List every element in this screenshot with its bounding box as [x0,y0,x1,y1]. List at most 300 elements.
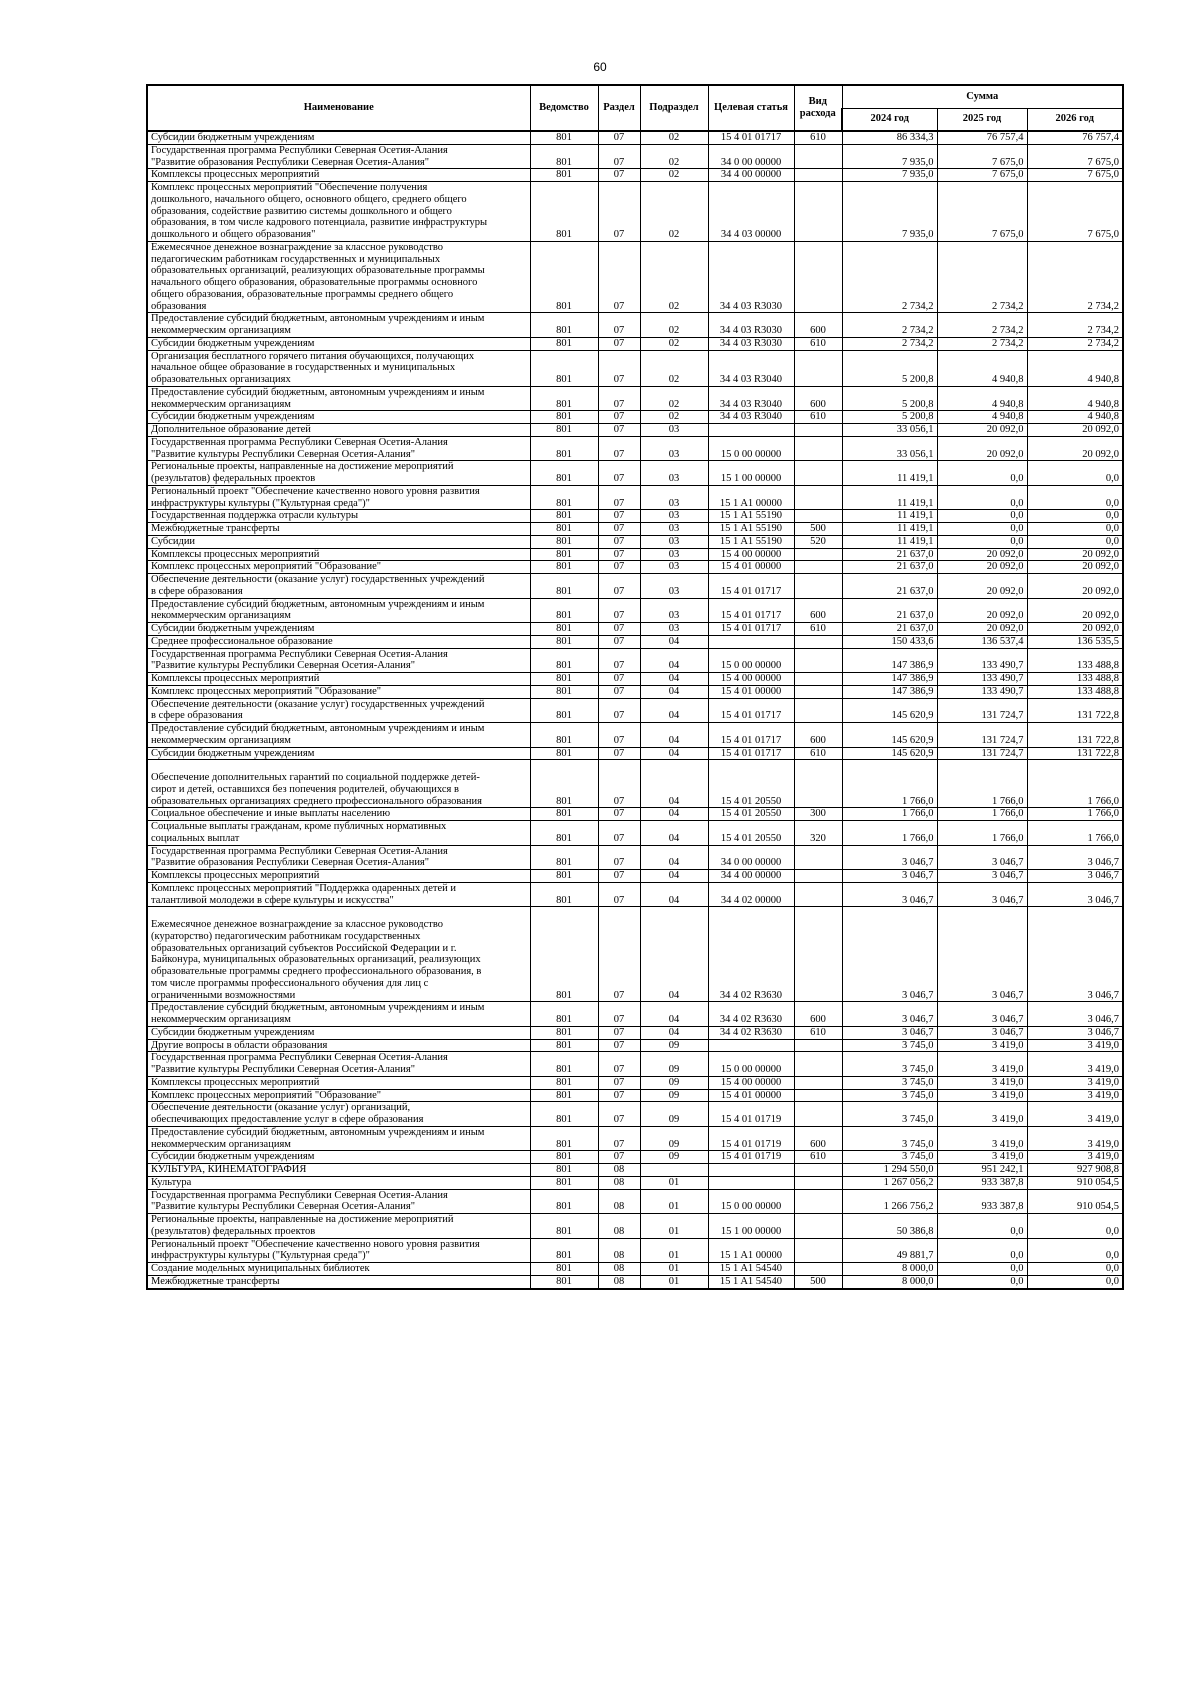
table-row [147,510,1123,523]
cell-tselevaya: 15 4 01 20550 [708,760,794,808]
cell-podrazdel: 02 [640,386,708,411]
cell-vid: 600 [794,1002,842,1027]
cell-2026: 910 054,5 [1027,1189,1123,1214]
cell-podrazdel: 03 [640,485,708,510]
cell-tselevaya: 34 4 03 R3040 [708,350,794,386]
table-row [147,1238,1123,1263]
table-row [147,1002,1123,1027]
cell-vid [794,548,842,561]
cell-vedomstvo: 801 [530,1176,598,1189]
cell-2026: 2 734,2 [1027,337,1123,350]
cell-2024: 49 881,7 [842,1238,937,1263]
cell-vid [794,1263,842,1276]
cell-2025: 0,0 [937,523,1027,536]
cell-vedomstvo: 801 [530,182,598,242]
cell-vid [794,1238,842,1263]
cell-2026: 0,0 [1027,1214,1123,1239]
cell-2025: 20 092,0 [937,561,1027,574]
cell-razdel: 08 [598,1214,640,1239]
cell-2025: 133 490,7 [937,648,1027,673]
cell-vedomstvo: 801 [530,350,598,386]
cell-2026: 0,0 [1027,510,1123,523]
cell-2024: 33 056,1 [842,424,937,437]
cell-tselevaya: 34 4 02 R3630 [708,907,794,1002]
cell-razdel: 07 [598,1052,640,1077]
cell-razdel: 07 [598,485,640,510]
cell-tselevaya: 15 4 01 01719 [708,1102,794,1127]
cell-name: Межбюджетные трансферты [147,1275,530,1288]
table-row [147,1026,1123,1039]
cell-2026: 136 535,5 [1027,635,1123,648]
cell-2025: 131 724,7 [937,698,1027,723]
cell-razdel: 07 [598,386,640,411]
cell-podrazdel: 04 [640,698,708,723]
cell-tselevaya: 15 1 00 00000 [708,461,794,486]
cell-vid [794,845,842,870]
cell-vedomstvo: 801 [530,845,598,870]
cell-razdel: 07 [598,337,640,350]
cell-vedomstvo: 801 [530,144,598,169]
cell-razdel: 07 [598,808,640,821]
cell-2026: 133 488,8 [1027,648,1123,673]
table-row [147,747,1123,760]
cell-2025: 933 387,8 [937,1176,1027,1189]
cell-2026: 0,0 [1027,535,1123,548]
cell-vid: 610 [794,131,842,144]
table-row [147,1076,1123,1089]
cell-podrazdel: 04 [640,635,708,648]
cell-vid [794,1164,842,1177]
cell-name: Региональные проекты, направленные на достижение мероприятий (результатов) федеральных проектов [147,461,530,486]
cell-razdel: 07 [598,548,640,561]
cell-2026: 133 488,8 [1027,673,1123,686]
cell-2024: 7 935,0 [842,169,937,182]
cell-vid: 500 [794,1275,842,1288]
cell-2024: 11 419,1 [842,461,937,486]
cell-name: Среднее профессиональное образование [147,635,530,648]
cell-2025: 20 092,0 [937,623,1027,636]
table-row [147,313,1123,338]
cell-2025: 3 419,0 [937,1126,1027,1151]
cell-vedomstvo: 801 [530,648,598,673]
cell-2025: 933 387,8 [937,1189,1027,1214]
cell-tselevaya: 15 4 01 01719 [708,1151,794,1164]
table-row [147,574,1123,599]
cell-tselevaya: 15 1 A1 55190 [708,535,794,548]
cell-razdel: 07 [598,623,640,636]
cell-razdel: 08 [598,1275,640,1288]
cell-razdel: 07 [598,461,640,486]
cell-vid [794,635,842,648]
cell-2025: 3 046,7 [937,907,1027,1002]
cell-tselevaya: 15 4 00 00000 [708,548,794,561]
cell-razdel: 08 [598,1176,640,1189]
cell-2026: 20 092,0 [1027,561,1123,574]
cell-2024: 1 294 550,0 [842,1164,937,1177]
cell-vedomstvo: 801 [530,1126,598,1151]
cell-razdel: 07 [598,510,640,523]
cell-vid [794,1039,842,1052]
cell-2024: 21 637,0 [842,548,937,561]
cell-2024: 3 745,0 [842,1089,937,1102]
table-row [147,1126,1123,1151]
cell-2025: 1 766,0 [937,808,1027,821]
cell-vedomstvo: 801 [530,1052,598,1077]
cell-vedomstvo: 801 [530,808,598,821]
cell-tselevaya: 15 4 01 00000 [708,1089,794,1102]
cell-2026: 0,0 [1027,1275,1123,1288]
table-row [147,623,1123,636]
cell-2025: 951 242,1 [937,1164,1027,1177]
cell-razdel: 07 [598,648,640,673]
table-row [147,561,1123,574]
cell-2024: 5 200,8 [842,350,937,386]
cell-name: Государственная программа Республики Северная Осетия-Алания "Развитие культуры Республики Северная Осетия-Алания" [147,648,530,673]
cell-vid: 320 [794,821,842,846]
cell-2024: 3 745,0 [842,1151,937,1164]
cell-tselevaya: 34 4 03 00000 [708,182,794,242]
cell-2026: 76 757,4 [1027,131,1123,144]
cell-tselevaya: 34 4 03 R3040 [708,411,794,424]
cell-podrazdel: 04 [640,821,708,846]
cell-podrazdel: 02 [640,144,708,169]
cell-2025: 131 724,7 [937,747,1027,760]
header-2025: 2025 год [937,108,1027,131]
cell-vedomstvo: 801 [530,485,598,510]
cell-2026: 133 488,8 [1027,685,1123,698]
cell-2026: 7 675,0 [1027,169,1123,182]
table-row [147,1189,1123,1214]
cell-2024: 3 745,0 [842,1126,937,1151]
cell-2026: 0,0 [1027,1238,1123,1263]
table-row [147,1176,1123,1189]
cell-tselevaya [708,1176,794,1189]
cell-podrazdel: 02 [640,169,708,182]
cell-vedomstvo: 801 [530,436,598,461]
table-row [147,760,1123,808]
cell-2024: 1 766,0 [842,760,937,808]
cell-vedomstvo: 801 [530,635,598,648]
cell-tselevaya: 34 4 02 R3630 [708,1002,794,1027]
header-razdel: Раздел [598,85,640,131]
cell-razdel: 07 [598,1026,640,1039]
cell-2024: 3 745,0 [842,1052,937,1077]
cell-name: Межбюджетные трансферты [147,523,530,536]
cell-2025: 4 940,8 [937,350,1027,386]
cell-2024: 7 935,0 [842,144,937,169]
cell-2026: 3 046,7 [1027,845,1123,870]
cell-podrazdel: 09 [640,1126,708,1151]
table-row [147,386,1123,411]
cell-vid: 610 [794,623,842,636]
cell-2025: 3 046,7 [937,1026,1027,1039]
cell-podrazdel: 03 [640,623,708,636]
cell-razdel: 07 [598,685,640,698]
cell-tselevaya: 15 4 01 01717 [708,574,794,599]
header-tselevaya: Целевая статья [708,85,794,131]
cell-name: Субсидии бюджетным учреждениям [147,1026,530,1039]
cell-2024: 21 637,0 [842,561,937,574]
table-row [147,598,1123,623]
cell-2025: 3 419,0 [937,1151,1027,1164]
cell-vedomstvo: 801 [530,131,598,144]
cell-name: Государственная программа Республики Северная Осетия-Алания "Развитие культуры Республики Северная Осетия-Алания" [147,1052,530,1077]
cell-vid: 610 [794,1151,842,1164]
cell-vid [794,485,842,510]
cell-razdel: 07 [598,1039,640,1052]
cell-razdel: 07 [598,821,640,846]
cell-2024: 11 419,1 [842,510,937,523]
cell-tselevaya: 15 0 00 00000 [708,648,794,673]
cell-2025: 3 046,7 [937,1002,1027,1027]
cell-vid [794,461,842,486]
cell-2025: 3 046,7 [937,882,1027,907]
cell-2026: 3 419,0 [1027,1151,1123,1164]
cell-2024: 3 046,7 [842,870,937,883]
cell-2025: 1 766,0 [937,821,1027,846]
cell-razdel: 08 [598,1263,640,1276]
cell-vid [794,1176,842,1189]
cell-podrazdel: 03 [640,574,708,599]
cell-vid [794,510,842,523]
cell-vedomstvo: 801 [530,523,598,536]
cell-vid: 600 [794,1126,842,1151]
cell-name: Обеспечение дополнительных гарантий по социальной поддержке детей- сирот и детей, оставшихся без попечения родителей, обучающихся в образовательных организациях среднего профессионального образования [147,760,530,808]
table-row [147,350,1123,386]
header-2024: 2024 год [842,108,937,131]
cell-2025: 0,0 [937,1214,1027,1239]
table-row [147,461,1123,486]
cell-razdel: 07 [598,845,640,870]
cell-vedomstvo: 801 [530,1214,598,1239]
cell-name: Предоставление субсидий бюджетным, автономным учреждениям и иным некоммерческим организациям [147,1002,530,1027]
cell-vedomstvo: 801 [530,882,598,907]
cell-2025: 0,0 [937,535,1027,548]
cell-2025: 20 092,0 [937,574,1027,599]
cell-name: Государственная программа Республики Северная Осетия-Алания "Развитие образования Республики Северная Осетия-Алания" [147,144,530,169]
cell-podrazdel: 04 [640,1026,708,1039]
cell-2025: 7 675,0 [937,182,1027,242]
cell-razdel: 07 [598,1102,640,1127]
cell-vedomstvo: 801 [530,1189,598,1214]
table-row [147,907,1123,1002]
cell-2025: 3 419,0 [937,1102,1027,1127]
cell-podrazdel: 04 [640,673,708,686]
cell-podrazdel: 02 [640,182,708,242]
cell-2025: 3 046,7 [937,870,1027,883]
cell-2026: 131 722,8 [1027,723,1123,748]
cell-2025: 20 092,0 [937,436,1027,461]
cell-podrazdel: 04 [640,882,708,907]
table-row [147,523,1123,536]
cell-vedomstvo: 801 [530,821,598,846]
cell-2025: 3 046,7 [937,845,1027,870]
cell-name: Обеспечение деятельности (оказание услуг) организаций, обеспечивающих предоставление услуг в сфере образования [147,1102,530,1127]
cell-vedomstvo: 801 [530,535,598,548]
cell-name: Комплекс процессных мероприятий "Образование" [147,685,530,698]
header-2026: 2026 год [1027,108,1123,131]
table-row [147,241,1123,313]
table-row [147,1263,1123,1276]
cell-razdel: 07 [598,698,640,723]
cell-2026: 0,0 [1027,523,1123,536]
cell-podrazdel: 03 [640,548,708,561]
cell-vid [794,182,842,242]
header-vid: Вид расхода [794,85,842,131]
cell-2026: 3 046,7 [1027,907,1123,1002]
cell-tselevaya: 34 4 00 00000 [708,169,794,182]
cell-name: Ежемесячное денежное вознаграждение за классное руководство педагогическим работникам государственных и муниципальных образовательных организаций, реализующих образовательные программы начального общего образования, образовательные программы основного общего образования, образовательные программы среднего общего образования [147,241,530,313]
cell-2025: 0,0 [937,510,1027,523]
cell-vedomstvo: 801 [530,313,598,338]
cell-2024: 7 935,0 [842,182,937,242]
cell-2025: 0,0 [937,1238,1027,1263]
cell-2025: 4 940,8 [937,411,1027,424]
cell-tselevaya: 34 4 02 00000 [708,882,794,907]
cell-tselevaya: 34 4 03 R3030 [708,337,794,350]
cell-2026: 927 908,8 [1027,1164,1123,1177]
cell-2026: 4 940,8 [1027,350,1123,386]
cell-vid: 610 [794,411,842,424]
cell-tselevaya: 15 4 01 01717 [708,598,794,623]
cell-2026: 4 940,8 [1027,411,1123,424]
cell-2024: 8 000,0 [842,1263,937,1276]
cell-vid: 600 [794,313,842,338]
cell-tselevaya: 34 0 00 00000 [708,845,794,870]
cell-name: Субсидии бюджетным учреждениям [147,1151,530,1164]
cell-razdel: 08 [598,1189,640,1214]
table-row [147,698,1123,723]
cell-podrazdel: 03 [640,436,708,461]
cell-2024: 2 734,2 [842,337,937,350]
cell-vid: 300 [794,808,842,821]
table-row [147,1052,1123,1077]
cell-2025: 3 419,0 [937,1076,1027,1089]
cell-2024: 11 419,1 [842,523,937,536]
cell-2025: 7 675,0 [937,169,1027,182]
cell-2024: 3 745,0 [842,1039,937,1052]
cell-podrazdel: 09 [640,1039,708,1052]
cell-tselevaya [708,1164,794,1177]
header-name: Наименование [147,85,530,131]
cell-name: Обеспечение деятельности (оказание услуг) государственных учреждений в сфере образования [147,698,530,723]
cell-vid [794,648,842,673]
cell-2026: 7 675,0 [1027,182,1123,242]
cell-podrazdel: 01 [640,1238,708,1263]
cell-name: Социальные выплаты гражданам, кроме публичных нормативных социальных выплат [147,821,530,846]
cell-vedomstvo: 801 [530,461,598,486]
cell-podrazdel: 04 [640,723,708,748]
table-row [147,1102,1123,1127]
cell-vid: 500 [794,523,842,536]
cell-vedomstvo: 801 [530,723,598,748]
table-row [147,337,1123,350]
cell-vedomstvo: 801 [530,673,598,686]
cell-tselevaya: 15 4 01 01717 [708,131,794,144]
cell-vid [794,760,842,808]
cell-2024: 2 734,2 [842,241,937,313]
cell-2026: 3 419,0 [1027,1126,1123,1151]
cell-2026: 3 046,7 [1027,882,1123,907]
cell-2024: 11 419,1 [842,535,937,548]
cell-2024: 33 056,1 [842,436,937,461]
cell-2025: 20 092,0 [937,598,1027,623]
cell-razdel: 07 [598,907,640,1002]
cell-2024: 3 745,0 [842,1076,937,1089]
cell-vedomstvo: 801 [530,1039,598,1052]
cell-vid [794,169,842,182]
cell-vedomstvo: 801 [530,747,598,760]
cell-podrazdel: 01 [640,1214,708,1239]
cell-razdel: 08 [598,1164,640,1177]
cell-2024: 150 433,6 [842,635,937,648]
cell-2024: 3 046,7 [842,907,937,1002]
cell-2024: 1 267 056,2 [842,1176,937,1189]
cell-vedomstvo: 801 [530,386,598,411]
cell-vid: 610 [794,1026,842,1039]
cell-vid [794,673,842,686]
cell-vedomstvo: 801 [530,1076,598,1089]
table-row [147,870,1123,883]
cell-vid [794,882,842,907]
cell-tselevaya [708,1039,794,1052]
cell-vid: 600 [794,723,842,748]
cell-vedomstvo: 801 [530,411,598,424]
cell-name: Комплекс процессных мероприятий "Поддержка одаренных детей и талантливой молодежи в сфере культуры и искусства" [147,882,530,907]
cell-podrazdel: 03 [640,561,708,574]
cell-name: Другие вопросы в области образования [147,1039,530,1052]
cell-tselevaya: 15 0 00 00000 [708,436,794,461]
cell-2026: 20 092,0 [1027,424,1123,437]
cell-razdel: 07 [598,131,640,144]
cell-razdel: 07 [598,635,640,648]
cell-name: Предоставление субсидий бюджетным, автономным учреждениям и иным некоммерческим организациям [147,386,530,411]
cell-name: Субсидии [147,535,530,548]
cell-vedomstvo: 801 [530,1275,598,1288]
table-row [147,535,1123,548]
cell-2025: 3 419,0 [937,1089,1027,1102]
cell-2024: 5 200,8 [842,411,937,424]
cell-tselevaya: 15 4 01 01719 [708,1126,794,1151]
cell-podrazdel: 03 [640,523,708,536]
header-vedomstvo: Ведомство [530,85,598,131]
cell-2024: 1 766,0 [842,821,937,846]
cell-name: Предоставление субсидий бюджетным, автономным учреждениям и иным некоммерческим организациям [147,313,530,338]
cell-2025: 133 490,7 [937,685,1027,698]
cell-2024: 1 766,0 [842,808,937,821]
table-row [147,808,1123,821]
cell-2024: 3 745,0 [842,1102,937,1127]
cell-2025: 0,0 [937,485,1027,510]
cell-vedomstvo: 801 [530,548,598,561]
cell-tselevaya: 15 4 00 00000 [708,1076,794,1089]
cell-razdel: 07 [598,760,640,808]
cell-podrazdel: 02 [640,350,708,386]
cell-2026: 3 419,0 [1027,1089,1123,1102]
table-row [147,1089,1123,1102]
cell-razdel: 07 [598,1151,640,1164]
cell-podrazdel: 09 [640,1076,708,1089]
cell-2026: 3 046,7 [1027,1002,1123,1027]
cell-vid: 520 [794,535,842,548]
cell-vedomstvo: 801 [530,907,598,1002]
table-row [147,1039,1123,1052]
cell-name: Дополнительное образование детей [147,424,530,437]
cell-2024: 147 386,9 [842,673,937,686]
cell-razdel: 07 [598,241,640,313]
cell-vid [794,1076,842,1089]
table-row [147,723,1123,748]
